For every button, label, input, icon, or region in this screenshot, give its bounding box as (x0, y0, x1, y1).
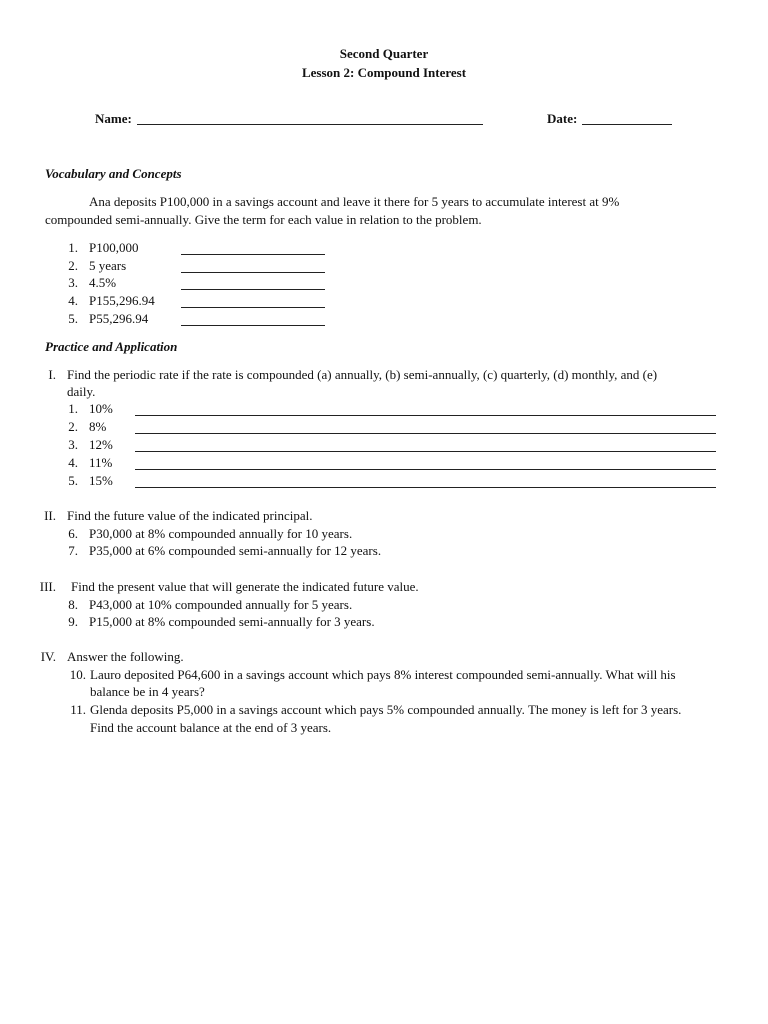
section-2-numeral: II. (44, 508, 56, 523)
answer-blank[interactable] (135, 433, 716, 434)
item-number: 1. (68, 240, 78, 255)
item-number: 2. (68, 419, 78, 434)
item-text: 11% (89, 455, 113, 470)
item-number: 4. (68, 455, 78, 470)
section-1-line2: daily. (67, 384, 96, 399)
item-number: 3. (68, 437, 78, 452)
answer-blank[interactable] (135, 451, 716, 452)
item-number: 3. (68, 275, 78, 290)
answer-blank[interactable] (135, 469, 716, 470)
item-number: 11. (70, 702, 86, 717)
item-number: 6. (68, 526, 78, 541)
item-text-line2: balance be in 4 years? (90, 684, 205, 699)
item-number: 2. (68, 258, 78, 273)
answer-blank[interactable] (181, 254, 325, 255)
item-number: 4. (68, 293, 78, 308)
item-number: 9. (68, 614, 78, 629)
vocab-intro-line1: Ana deposits P100,000 in a savings account and leave it there for 5 years to accumulate interest at 9% (89, 194, 620, 209)
section-1-numeral: I. (48, 367, 56, 382)
answer-blank[interactable] (181, 307, 325, 308)
item-number: 7. (68, 543, 78, 558)
date-blank[interactable] (582, 124, 672, 125)
answer-blank[interactable] (135, 415, 716, 416)
item-text-line1: Glenda deposits P5,000 in a savings account which pays 5% compounded annually. The money is left for 3 years. (90, 702, 682, 717)
item-number: 10. (69, 667, 86, 682)
item-number: 8. (68, 597, 78, 612)
answer-blank[interactable] (181, 325, 325, 326)
section-2-text: Find the future value of the indicated principal. (67, 508, 313, 523)
date-label: Date: (547, 111, 578, 126)
name-label: Name: (95, 111, 132, 126)
item-text: P155,296.94 (89, 293, 155, 308)
item-text: 8% (89, 419, 107, 434)
answer-blank[interactable] (135, 487, 716, 488)
item-number: 5. (68, 473, 78, 488)
item-text: P100,000 (89, 240, 139, 255)
item-text: P15,000 at 8% compounded semi-annually for 3 years. (89, 614, 375, 629)
section-4-numeral: IV. (40, 649, 56, 664)
name-blank[interactable] (137, 124, 483, 125)
quarter-title: Second Quarter (339, 46, 429, 61)
item-text: 4.5% (89, 275, 117, 290)
section-1-line1: Find the periodic rate if the rate is compounded (a) annually, (b) semi-annually, (c) quarterly, (d) monthly, and (e) (67, 367, 658, 382)
answer-blank[interactable] (181, 272, 325, 273)
item-text: 10% (89, 401, 113, 416)
practice-heading: Practice and Application (45, 339, 178, 354)
vocab-intro-line2: compounded semi-annually. Give the term for each value in relation to the problem. (45, 212, 482, 227)
section-3-numeral: III. (39, 579, 56, 594)
item-text-line2: Find the account balance at the end of 3 years. (90, 720, 332, 735)
item-number: 5. (68, 311, 78, 326)
section-4-text: Answer the following. (67, 649, 184, 664)
item-text: P43,000 at 10% compounded annually for 5 years. (89, 597, 353, 612)
item-text: 5 years (89, 258, 127, 273)
item-number: 1. (68, 401, 78, 416)
vocab-heading: Vocabulary and Concepts (45, 166, 182, 181)
item-text: P55,296.94 (89, 311, 149, 326)
answer-blank[interactable] (181, 289, 325, 290)
item-text-line1: Lauro deposited P64,600 in a savings account which pays 8% interest compounded semi-annually. What will his (90, 667, 676, 682)
section-3-text: Find the present value that will generate the indicated future value. (71, 579, 419, 594)
item-text: P30,000 at 8% compounded annually for 10 years. (89, 526, 353, 541)
item-text: P35,000 at 6% compounded semi-annually for 12 years. (89, 543, 382, 558)
item-text: 12% (89, 437, 113, 452)
lesson-title: Lesson 2: Compound Interest (301, 65, 467, 80)
item-text: 15% (89, 473, 113, 488)
